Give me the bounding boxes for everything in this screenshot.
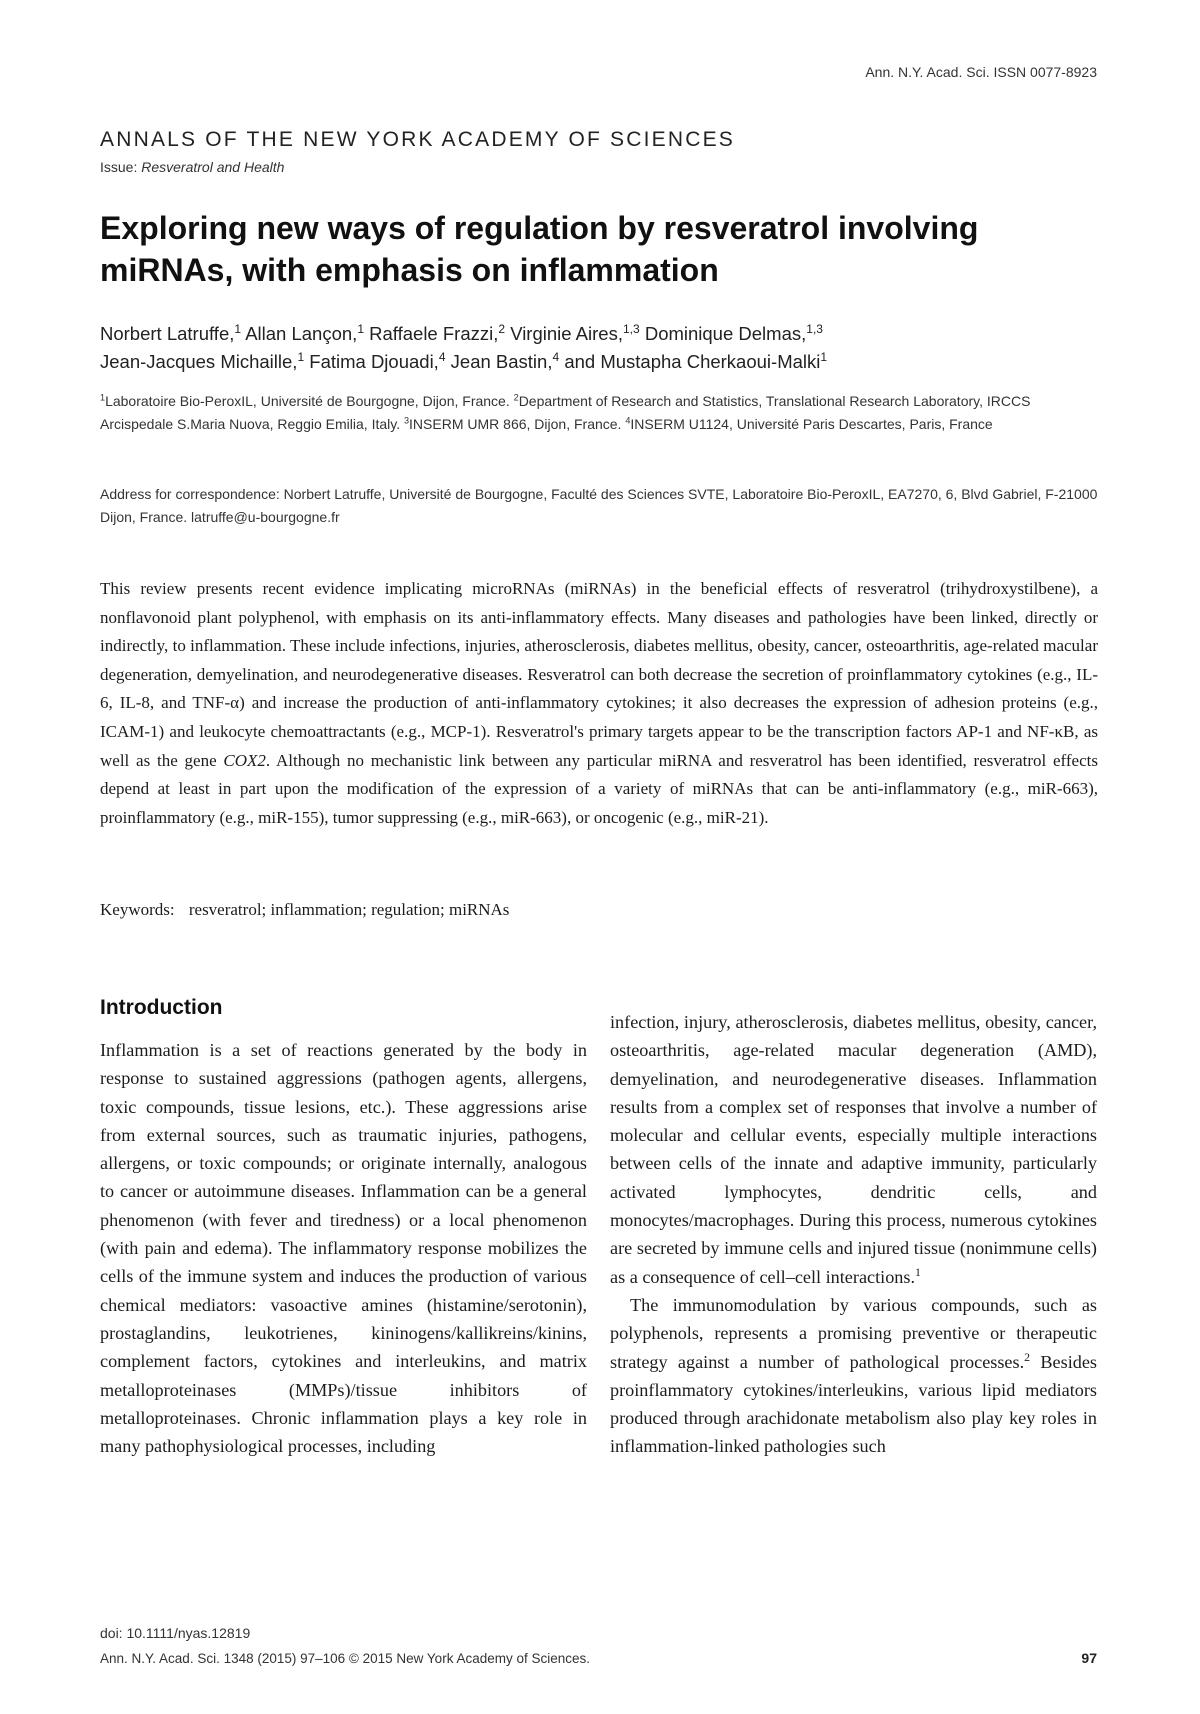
correspondence-address: Address for correspondence: Norbert Latruffe, Université de Bourgogne, Faculté des Sciences SVTE, Laboratoire Bio-PeroxIL, EA7270, 6, Blvd Gabriel, F-21000 Dijon, France. latruffe@u-bourgogne.fr (100, 486, 1098, 525)
body-paragraph: The immunomodulation by various compounds, such as polyphenols, represents a promising preventive or therapeutic strategy against a number of pathological processes.$^2$ Besides proinflammatory cytokines/interleukins, various lipid mediators produced through arachidonate metabolism also play key roles in inflammation-linked pathologies such (610, 1294, 1097, 1457)
author: Fatima Djouadi,$^4$ (309, 349, 446, 372)
author: Jean-Jacques Michaille,$^1$ (100, 349, 305, 372)
affiliations (100, 390, 1100, 436)
article-title: Exploring new ways of regulation by resveratrol involving miRNAs, with emphasis on inflammation (100, 210, 979, 288)
body-paragraph: infection, injury, atherosclerosis, diabetes mellitus, obesity, cancer, osteoarthritis, age-related macular degeneration (AMD), demyelination, and neurodegenerative diseases. Inflammation results from a complex set of responses that involve a number of molecular and cellular events, especially multiple interactions between cells of the innate and adaptive immunity, particularly activated lymphocytes, dendritic cells, and monocytes/macrophages. During this process, numerous cytokines are secreted by immune cells and injured tissue (nonimmune cells) as a consequence of cell–cell interactions.$^1$ (610, 1012, 1097, 1287)
footer-citation: Ann. N.Y. Acad. Sci. 1348 (2015) 97–106 © 2015 New York Academy of Sciences. (100, 1651, 591, 1666)
affiliation: $^3$INSERM UMR 866, Dijon, France. (403, 415, 622, 432)
abstract-gene: COX2 (223, 750, 266, 770)
citation-ref: 2 (1024, 1349, 1031, 1364)
journal-name: ANNALS OF THE NEW YORK ACADEMY OF SCIENCES (100, 128, 736, 151)
author-list (100, 320, 1100, 376)
affiliation: $^2$Department of Research and Statistics, Translational Research Laboratory, IRCCS Arcispedale S.Maria Nuova, Reggio Emilia, Italy. (100, 392, 1031, 432)
keywords-list: resveratrol; inflammation; regulation; miRNAs (188, 900, 510, 919)
body-column-right (610, 1008, 1097, 1461)
issue-name: Resveratrol and Health (141, 159, 285, 175)
abstract-text: This review presents recent evidence implicating microRNAs (miRNAs) in the beneficial effects of resveratrol (trihydroxystilbene), a nonflavonoid plant polyphenol, with emphasis on its anti-inflammatory effects. Many diseases and pathologies have been linked, directly or indirectly, to inflammation. These include infections, injuries, atherosclerosis, diabetes mellitus, obesity, cancer, osteoarthritis, age-related macular degeneration, demyelination, and neurodegenerative diseases. Resveratrol can both decrease the secretion of proinflammatory cytokines (e.g., IL-6, IL-8, and TNF-α) and increase the production of anti-inflammatory cytokines; it also decreases the expression of adhesion proteins (e.g., ICAM-1) and leukocyte chemoattractants (e.g., MCP-1). Resveratrol's primary targets appear to be the transcription factors AP-1 and NF-κB, as well as the gene (100, 579, 1098, 770)
issue-label: Issue: (100, 159, 138, 175)
page-number: 97 (1081, 1650, 1097, 1666)
keywords-label: Keywords: (100, 900, 175, 919)
body-paragraph: Inflammation is a set of reactions generated by the body in response to sustained aggressions (pathogen agents, allergens, toxic compounds, tissue lesions, etc.). These aggressions arise from external sources, such as traumatic injuries, pathogens, allergens, or toxic compounds; or originate internally, analogous to cancer or autoimmune diseases. Inflammation can be a general phenomenon (with fever and tiredness) or a local phenomenon (with pain and edema). The inflammatory response mobilizes the cells of the immune system and induces the production of various chemical mediators: vasoactive amines (histamine/serotonin), prostaglandins, leukotrienes, kininogens/kallikreins/kinins, complement factors, cytokines and interleukins, and matrix metalloproteinases (MMPs)/tissue inhibitors of metalloproteinases. Chronic inflammation plays a key role in many pathophysiological processes, including (100, 1040, 587, 1457)
author: and Mustapha Cherkaoui-Malki$^1$ (564, 349, 828, 372)
author: Norbert Latruffe,$^1$ (100, 321, 242, 344)
body-column-left (100, 1036, 587, 1460)
issn-line: Ann. N.Y. Acad. Sci. ISSN 0077-8923 (865, 64, 1097, 80)
author: Jean Bastin,$^4$ (450, 349, 560, 372)
author: Dominique Delmas,$^{1,3}$ (644, 321, 823, 344)
affiliation: $^1$Laboratoire Bio-PeroxIL, Université de Bourgogne, Dijon, France. (100, 392, 510, 409)
keywords (100, 900, 509, 920)
doi: doi: 10.1111/nyas.12819 (100, 1625, 251, 1641)
affiliation: $^4$INSERM U1124, Université Paris Descartes, Paris, France (625, 415, 993, 432)
issue-line (100, 159, 284, 175)
author: Raffaele Frazzi,$^2$ (369, 321, 506, 344)
section-heading-introduction: Introduction (100, 996, 223, 1019)
author: Allan Lançon,$^1$ (245, 321, 364, 344)
author: Virginie Aires,$^{1,3}$ (510, 321, 640, 344)
abstract (100, 575, 1098, 832)
abstract-text-end: . Although no mechanistic link between any particular miRNA and resveratrol has been identified, resveratrol effects depend at least in part upon the modification of the expression of a variety of miRNAs that can be anti-inflammatory (e.g., miR-663), proinflammatory (e.g., miR-155), tumor suppressing (e.g., miR-663), or oncogenic (e.g., miR-21). (100, 750, 1098, 827)
citation-ref: 1 (915, 1264, 921, 1279)
